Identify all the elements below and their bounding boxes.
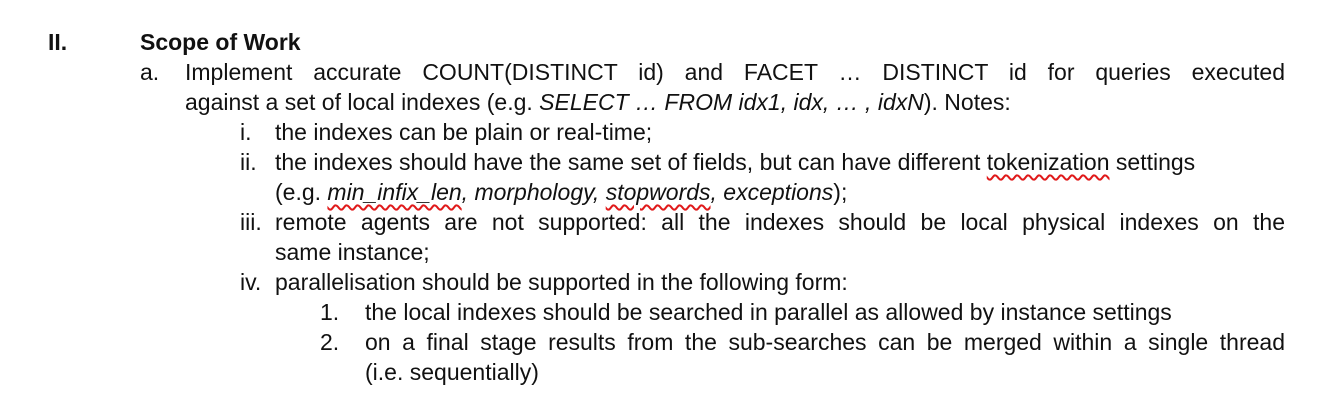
note-i-marker: i. — [240, 119, 252, 145]
note-ii-sep-2: , exceptions — [710, 179, 834, 205]
note-ii-close: ); — [833, 179, 848, 205]
item-a-line-2-prefix: against a set of local indexes (e.g. — [185, 89, 540, 115]
note-i-text: the indexes can be plain or real-time; — [275, 119, 653, 145]
spellcheck-flagged-term: min_infix_len — [327, 179, 462, 205]
note-ii-line-1 — [275, 147, 1285, 177]
note-ii-line-1-prefix: the indexes should have the same set of fields, but can have different — [275, 149, 987, 175]
item-a-line-1: Implement accurate COUNT(DISTINCT id) and FACET … DISTINCT id for queries executed — [185, 59, 1285, 85]
item-a-line-2-suffix: ). Notes: — [923, 89, 1011, 115]
section-title: Scope of Work — [140, 29, 301, 55]
note-iv-marker: iv. — [240, 269, 262, 295]
step-2-marker: 2. — [320, 329, 340, 355]
step-1-marker: 1. — [320, 299, 340, 325]
note-ii-open: (e.g. — [275, 179, 328, 205]
step-1-text: the local indexes should be searched in parallel as allowed by instance settings — [365, 299, 1172, 325]
note-iii-line-2: same instance; — [275, 239, 430, 265]
spellcheck-flagged-term: stopwords — [605, 179, 711, 205]
note-ii-marker: ii. — [240, 149, 257, 175]
section-number: II. — [48, 29, 68, 55]
item-a-example-query: SELECT … FROM idx1, idx, … , idxN — [539, 89, 924, 115]
note-iii-marker: iii. — [240, 209, 262, 235]
step-2-line-2: (i.e. sequentially) — [365, 359, 539, 385]
item-a-marker: a. — [140, 59, 160, 85]
note-ii-sep-1: , morphology, — [461, 179, 606, 205]
note-iv-text: parallelisation should be supported in the following form: — [275, 269, 848, 295]
note-iii-line-1: remote agents are not supported: all the indexes should be local physical indexes on the — [275, 209, 1285, 235]
spellcheck-flagged-word: tokenization — [986, 149, 1110, 175]
note-ii-line-1-suffix: settings — [1109, 149, 1196, 175]
item-a-line-2 — [185, 87, 1011, 117]
note-ii-line-2 — [275, 177, 847, 207]
step-2-line-1: on a final stage results from the sub-searches can be merged within a single thread — [365, 329, 1285, 355]
